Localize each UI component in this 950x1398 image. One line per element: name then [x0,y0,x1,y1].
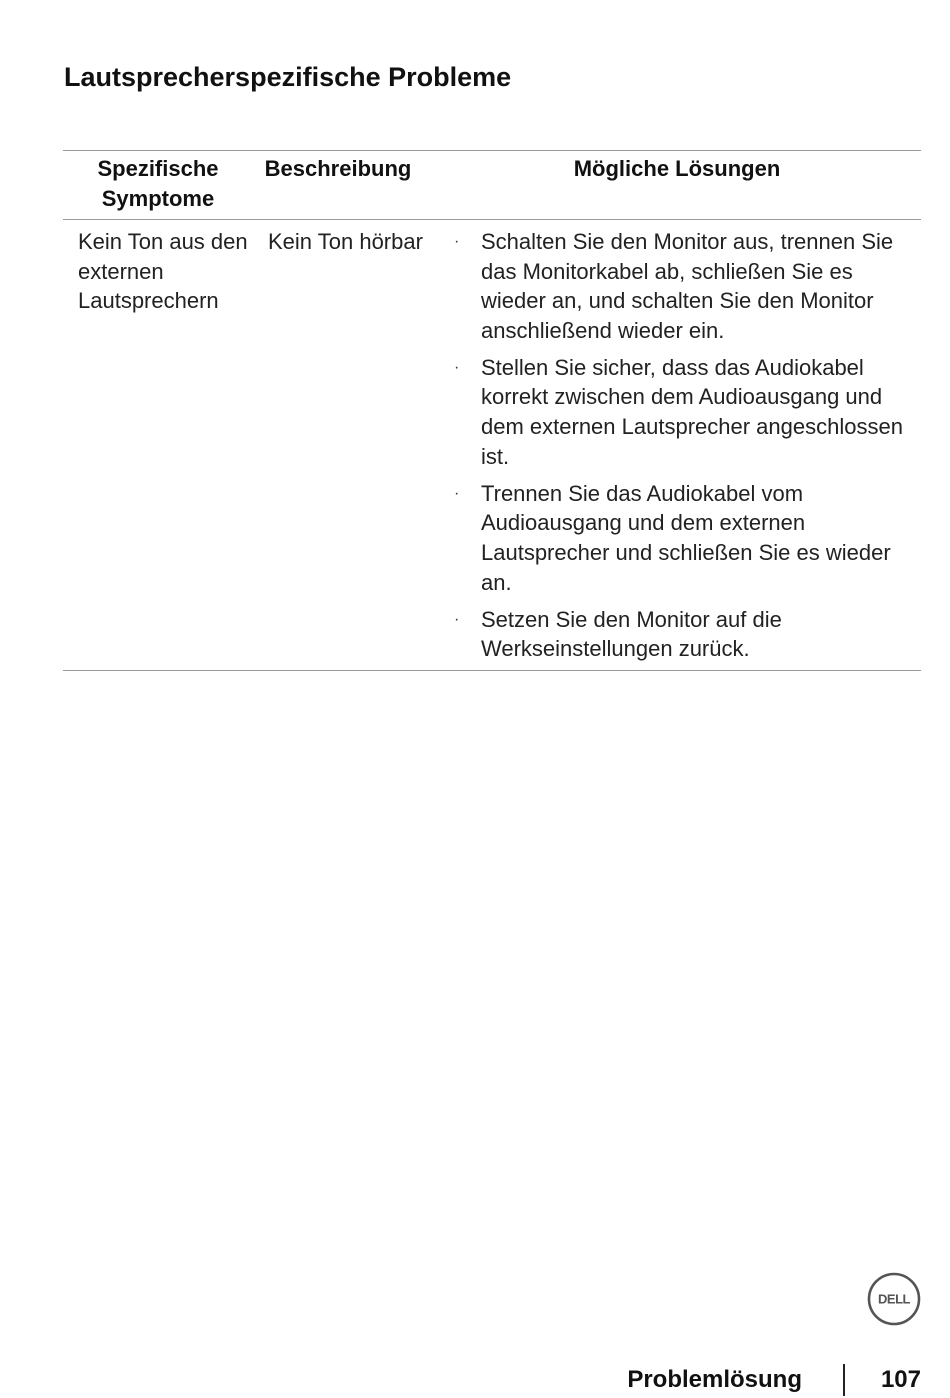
table-header-row [63,151,921,220]
table-row [63,220,921,670]
solution-text: Setzen Sie den Monitor auf die Werkseinstellungen zurück. [481,606,782,662]
solution-text: Stellen Sie sicher, dass das Audiokabel korrekt zwischen dem Audioausgang und dem externen Lautsprecher angeschlossen ist. [481,354,903,469]
header-solutions: Mögliche Lösungen [573,156,781,181]
solution-item [443,479,921,597]
bullet-icon: · [454,233,460,250]
page-number: 107 [880,1366,921,1393]
solution-text: Trennen Sie das Audiokabel vom Audioausgang und dem externen Lautsprecher und schließen Sie es wieder an. [481,480,891,595]
speaker-problems-table [63,150,921,671]
bullet-icon: · [454,610,460,628]
header-symptoms-line1: Spezifische [97,156,219,181]
solutions-list [443,227,921,664]
footer-divider [843,1364,845,1396]
header-symptoms-line2: Symptome [101,186,215,211]
solution-item [443,353,921,471]
solution-item [443,605,921,664]
page-title: Lautsprecherspezifische Probleme [64,62,512,92]
header-symptoms [63,151,253,219]
header-description: Beschreibung [264,156,412,181]
bullet-icon: · [454,484,460,502]
solution-item [443,227,921,345]
solution-text: Schalten Sie den Monitor aus, trennen Sie das Monitorkabel ab, schließen Sie es wieder an, und schalten Sie den Monitor anschließend wieder ein. [481,229,894,343]
footer-section-title: Problemlösung [627,1366,802,1393]
bullet-icon: · [454,358,460,376]
dell-logo-icon [867,1272,921,1326]
dell-logo-text: DELL [878,1291,910,1307]
description-cell: Kein Ton hörbar [268,229,423,254]
solutions-cell [443,227,921,664]
symptom-cell: Kein Ton aus den externen Lautsprechern [78,229,248,314]
